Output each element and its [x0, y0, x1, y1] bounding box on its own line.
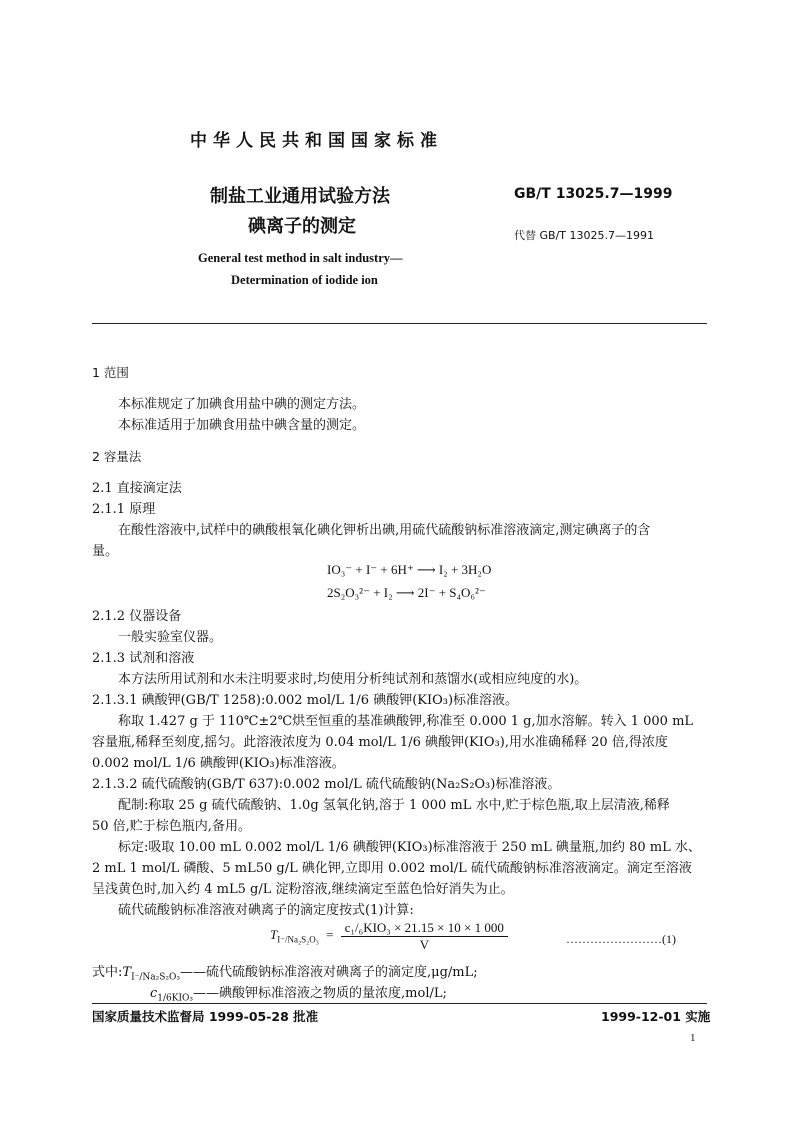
- s213-paragraph: 本方法所用试剂和水未注明要求时,均使用分析纯试剂和蒸馏水(或相应纯度的水)。: [118, 672, 588, 687]
- standard-code: GB/T 13025.7—1999: [514, 186, 673, 202]
- reaction-equation-2: 2S₂O₃²⁻ + I₂ ⟶ 2I⁻ + S₄O₆²⁻: [327, 585, 486, 600]
- def2-symbol: c: [150, 986, 158, 1001]
- footer-divider: [92, 1003, 707, 1004]
- section-1-heading: 1 范围: [92, 365, 129, 380]
- def1-symbol: T: [122, 965, 132, 980]
- national-standard-title: 中华人民共和国国家标准: [190, 131, 443, 151]
- english-title-line2: Determination of iodide ion: [231, 273, 378, 287]
- titration-formula: [270, 920, 508, 953]
- section-2-1-1-heading: 2.1.1 原理: [92, 502, 156, 517]
- s1-paragraph-2: 本标准适用于加碘食用盐中碘含量的测定。: [118, 418, 366, 433]
- s2132-line-5: 呈浅黄色时,加入约 4 mL5 g/L 淀粉溶液,继续滴定至蓝色恰好消失为止。: [92, 882, 514, 897]
- page-number: 1: [690, 1032, 696, 1044]
- s2132-line-2: 50 倍,贮于棕色瓶内,备用。: [92, 819, 251, 834]
- s211-paragraph: 在酸性溶液中,试样中的碘酸根氧化碘化钾析出碘,用硫代硫酸钠标准溶液滴定,测定碘离子的含: [118, 523, 651, 538]
- def1-subscript: I⁻/Na₂S₂O₃: [131, 972, 181, 983]
- section-2-1-3-1-heading: 2.1.3.1 碘酸钾(GB/T 1258):0.002 mol/L 1/6 碘酸钾(KIO₃)标准溶液。: [92, 693, 519, 708]
- s2131-line-2: 容量瓶,稀释至刻度,摇匀。此溶液浓度为 0.04 mol/L 1/6 碘酸钾(KIO₃),用水准确稀释 20 倍,得浓度: [92, 735, 668, 750]
- section-2-1-3-heading: 2.1.3 试剂和溶液: [92, 651, 195, 666]
- section-2-heading: 2 容量法: [92, 449, 142, 464]
- s211-paragraph-cont: 量。: [92, 544, 119, 559]
- section-2-1-3-2-heading: 2.1.3.2 硫代硫酸钠(GB/T 637):0.002 mol/L 硫代硫酸钠(Na₂S₂O₃)标准溶液。: [92, 777, 561, 792]
- s2132-line-1: 配制:称取 25 g 硫代硫酸钠、1.0g 氢氧化钠,溶于 1 000 mL 水中,贮于棕色瓶,取上层清液,稀释: [118, 798, 670, 813]
- formula-number: ……………………(1): [566, 932, 676, 946]
- s2131-line-3: 0.002 mol/L 1/6 碘酸钾(KIO₃)标准溶液。: [92, 756, 345, 771]
- section-2-1-2-heading: 2.1.2 仪器设备: [92, 609, 182, 624]
- definition-2: [150, 983, 447, 1010]
- formula-denominator: V: [419, 937, 429, 952]
- reaction-equation-1: IO₃⁻ + I⁻ + 6H⁺ ⟶ I₂ + 3H₂O: [327, 562, 492, 577]
- s2131-line-1: 称取 1.427 g 于 110℃±2℃烘至恒重的基准碘酸钾,称准至 0.000 1 g,加水溶解。转入 1 000 mL: [118, 714, 694, 729]
- def2-text: ——碘酸钾标准溶液之物质的量浓度,mol/L;: [193, 986, 447, 1001]
- s212-paragraph: 一般实验室仪器。: [118, 630, 223, 645]
- formula-numerator: c₁/₆KIO₃ × 21.15 × 10 × 1 000: [341, 920, 508, 937]
- header-divider: [92, 323, 707, 324]
- formula-equals: =: [326, 927, 334, 943]
- section-2-1-heading: 2.1 直接滴定法: [92, 481, 182, 496]
- doc-title-line1: 制盐工业通用试验方法: [210, 186, 390, 207]
- implementation-date: 1999-12-01 实施: [601, 1009, 711, 1024]
- formula-fraction: [341, 920, 508, 953]
- definitions-prefix: 式中:: [92, 965, 123, 980]
- def2-subscript: 1/6KIO₃: [157, 993, 194, 1004]
- def1-text: ——硫代硫酸钠标准溶液对碘离子的滴定度,μg/mL;: [180, 965, 478, 980]
- replaces-code: 代替 GB/T 13025.7—1991: [514, 229, 654, 242]
- doc-title-line2: 碘离子的测定: [248, 216, 356, 237]
- s2132-line-3: 标定:吸取 10.00 mL 0.002 mol/L 1/6 碘酸钾(KIO₃)标准溶液于 250 mL 碘量瓶,加约 80 mL 水、: [118, 840, 701, 855]
- english-title-line1: General test method in salt industry—: [198, 251, 403, 265]
- s1-paragraph-1: 本标准规定了加碘食用盐中碘的测定方法。: [118, 397, 366, 412]
- s2132-line-4: 2 mL 1 mol/L 磷酸、5 mL50 g/L 碘化钾,立即用 0.002 mol/L 硫代硫酸钠标准溶液滴定。滴定至溶液: [92, 861, 692, 876]
- approval-line: 国家质量技术监督局 1999-05-28 批准: [92, 1009, 319, 1024]
- s2132-line-6: 硫代硫酸钠标准溶液对碘离子的滴定度按式(1)计算:: [118, 903, 414, 918]
- formula-lhs: $T_{I^-/Na_2S_2O_3}$: [270, 927, 319, 946]
